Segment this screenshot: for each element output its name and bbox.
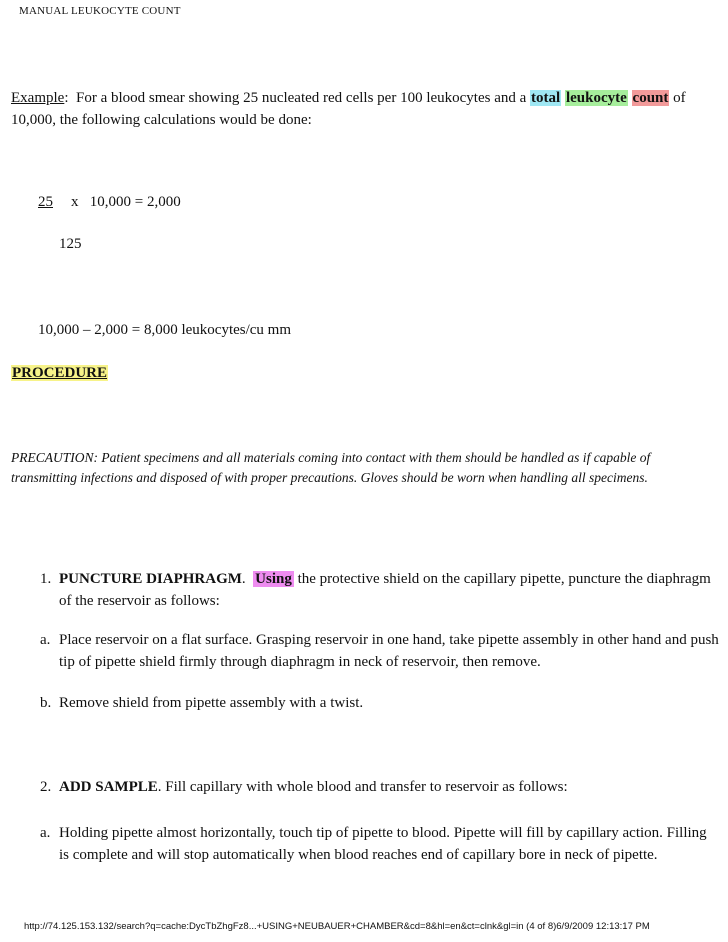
highlight-total: total <box>531 90 561 106</box>
step-1b-label: b. <box>40 695 52 711</box>
example-colon: : <box>64 90 69 106</box>
step-2-number: 2. <box>40 779 52 795</box>
highlight-count: count <box>632 90 669 106</box>
procedure-heading-text: PROCEDURE <box>12 365 108 381</box>
step-1-title: PUNCTURE DIAPHRAGM <box>59 571 242 587</box>
step-2a-text: Holding pipette almost horizontally, touch tip of pipette to blood. Pipette will fill by capillary action. Filling is complete and will stop automatically when blood reaches end of capillary bore in neck of pipette. <box>59 825 707 863</box>
step-1-sep: . <box>241 571 254 587</box>
step-1-body: the protective shield on the capillary pipette, puncture the diaphragm of the reservoir as follows: <box>59 571 711 609</box>
step-1a-text: Place reservoir on a flat surface. Grasping reservoir in one hand, take pipette assembly in other hand and push tip of pipette shield firmly through diaphragm in neck of reservoir, then remove. <box>59 632 719 670</box>
highlight-using: Using <box>255 571 292 587</box>
calc-numerator: 25 <box>38 194 53 210</box>
page-header-title: MANUAL LEUKOCYTE COUNT <box>19 5 181 17</box>
step-1b-text: Remove shield from pipette assembly with a twist. <box>59 695 364 711</box>
procedure-heading <box>11 363 108 383</box>
step-2-body: . Fill capillary with whole blood and transfer to reservoir as follows: <box>157 779 568 795</box>
example-text-1: For a blood smear showing 25 nucleated red cells per 100 leukocytes and a <box>68 90 531 106</box>
step-1a-label: a. <box>40 632 51 648</box>
calc-denominator: 125 <box>59 236 82 252</box>
step-2-text <box>59 776 719 798</box>
example-text-2: of 10,000, the following calculations would be done: <box>11 90 686 128</box>
example-paragraph <box>11 87 711 131</box>
footer-url: http://74.125.153.132/search?q=cache:DycTbZhgFz8...+USING+NEUBAUER+CHAMBER&cd=8&hl=en&ct=clnk&gl=in (4 of 8)6/9/2009 12:13:17 PM <box>24 921 650 932</box>
calc-multiply: x 10,000 = 2,000 <box>71 194 181 210</box>
step-1-text <box>59 568 719 612</box>
step-2a-label: a. <box>40 825 51 841</box>
step-2-title: ADD SAMPLE <box>59 779 158 795</box>
step-1-number: 1. <box>40 571 52 587</box>
highlight-leukocyte: leukocyte <box>565 90 627 106</box>
calc-result: 10,000 – 2,000 = 8,000 leukocytes/cu mm <box>38 322 292 338</box>
example-label: Example <box>11 90 65 106</box>
precaution-paragraph: PRECAUTION: Patient specimens and all materials coming into contact with them should be handled as if capable of transmitting infections and disposed of with proper precautions. Gloves should be worn when handling all specimens. <box>11 450 651 485</box>
